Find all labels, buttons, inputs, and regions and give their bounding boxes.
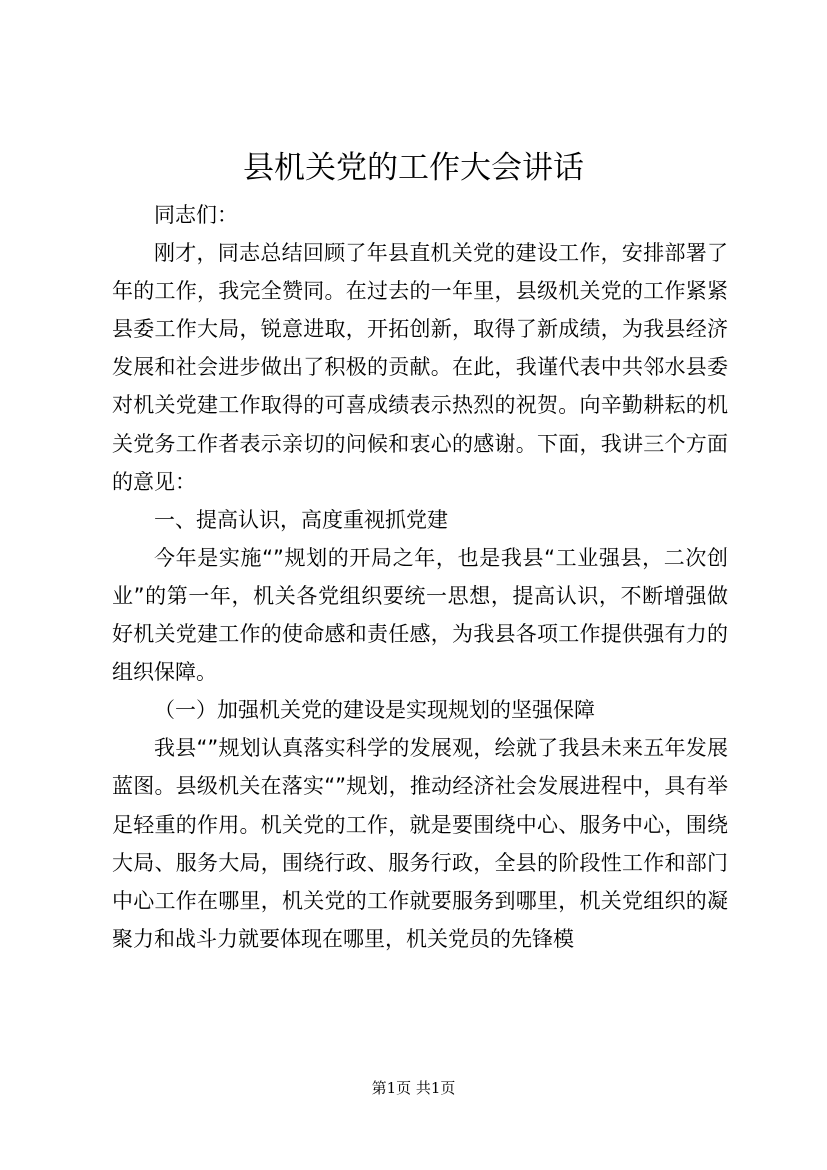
section-heading-1: 一、提高认识，高度重视抓党建 [154,507,448,532]
document-body [112,196,728,958]
subsection-heading-1: （一）加强机关党的建设是实现规划的坚强保障 [154,698,595,723]
paragraph-salutation: 同志们： [154,203,238,227]
paragraph-intro: 刚才，同志总结回顾了年县直机关党的建设工作，安排部署了年的工作，我完全赞同。在过去的一年里，县级机关党的工作紧紧县委工作大局，锐意进取，开拓创新，取得了新成绩，为我县经济发展和社会进步做出了积极的贡献。在此，我谨代表中共邻水县委对机关党建工作取得的可喜成绩表示热烈的祝贺。向辛勤耕耘的机关党务工作者表示亲切的问候和衷心的感谢。下面，我讲三个方面的意见： [112,241,728,494]
page-footer: 第1页 共1页 [371,1079,456,1097]
document-title: 县机关党的工作大会讲话 [243,150,584,186]
paragraph-subsection-1: 我县“”规划认真落实科学的发展观，绘就了我县未来五年发展蓝图。县级机关在落实“”规划，推动经济社会发展进程中，具有举足轻重的作用。机关党的工作，就是要围绕中心、服务中心，围绕大局、服务大局，围绕行政、服务行政，全县的阶段性工作和部门中心工作在哪里，机关党的工作就要服务到哪里，机关党组织的凝聚力和战斗力就要体现在哪里，机关党员的先锋模 [112,736,728,951]
paragraph-section-1: 今年是实施“”规划的开局之年，也是我县“工业强县，二次创业”的第一年，机关各党组织要统一思想，提高认识，不断增强做好机关党建工作的使命感和责任感，为我县各项工作提供强有力的组织保障。 [112,545,728,685]
